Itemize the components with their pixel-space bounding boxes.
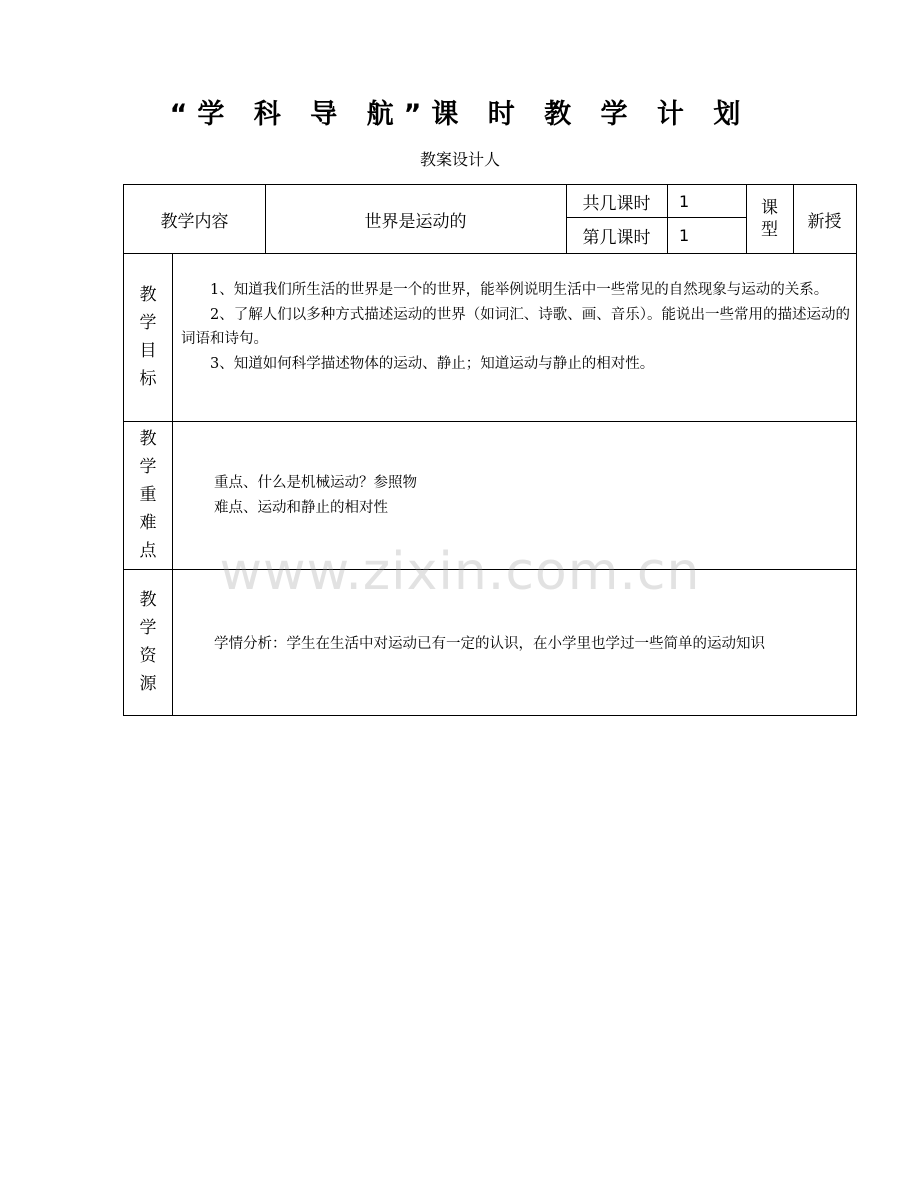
- lesson-type-label-text: 课型: [761, 198, 778, 240]
- label-char: 学: [139, 313, 157, 333]
- period-no-value: 1: [679, 225, 690, 245]
- objective-item: 3、知道如何科学描述物体的运动、静止；知道运动与静止的相对性。: [210, 355, 655, 372]
- label-char: 源: [139, 674, 157, 694]
- resource-item: 学情分析：学生在生活中对运动已有一定的认识，在小学里也学过一些简单的运动知识: [214, 636, 765, 652]
- col-divider: [667, 185, 668, 253]
- total-periods-label: 共几课时: [582, 193, 651, 214]
- lesson-plan-table: [123, 184, 857, 716]
- objective-item: 2、了解人们以多种方式描述运动的世界（如词汇、诗歌、画、音乐）。能说出一些常用的描述运动的词语和诗句。: [181, 306, 850, 347]
- content-label: 教学内容: [160, 211, 229, 232]
- label-char: 资: [139, 646, 157, 666]
- label-char: 难: [139, 513, 157, 533]
- key-point-item: 难点、运动和静止的相对性: [214, 499, 388, 516]
- label-char: 教: [139, 590, 157, 610]
- key-points-content: [214, 471, 844, 520]
- label-char: 教: [139, 285, 157, 305]
- lesson-type-label: [746, 185, 793, 253]
- label-char: 点: [139, 541, 157, 561]
- watermark: www.zixin.com.cn: [219, 542, 701, 602]
- page-title: “学 科 导 航”课 时 教 学 计 划: [169, 99, 751, 130]
- label-char: 标: [139, 369, 157, 389]
- resources-content: [214, 632, 854, 657]
- objectives-content: [181, 278, 851, 376]
- key-point-item: 重点、什么是机械运动？参照物: [214, 475, 417, 491]
- lesson-type-value: 新授: [807, 211, 842, 232]
- designer-label: 教案设计人: [419, 150, 500, 169]
- objective-item: 1、知道我们所生活的世界是一个的世界，能举例说明生活中一些常见的自然现象与运动的关系。: [210, 282, 829, 298]
- label-char: 学: [139, 457, 157, 477]
- label-char: 重: [139, 485, 157, 505]
- label-char: 目: [139, 341, 157, 361]
- label-char: 教: [139, 429, 157, 449]
- row-divider: [124, 421, 856, 422]
- total-periods-value: 1: [679, 191, 690, 211]
- objectives-label: [124, 253, 172, 421]
- label-char: 学: [139, 618, 157, 638]
- label-col-divider: [172, 253, 173, 715]
- row-divider: [124, 253, 856, 254]
- period-no-label: 第几课时: [582, 227, 651, 248]
- content-value: 世界是运动的: [364, 211, 467, 232]
